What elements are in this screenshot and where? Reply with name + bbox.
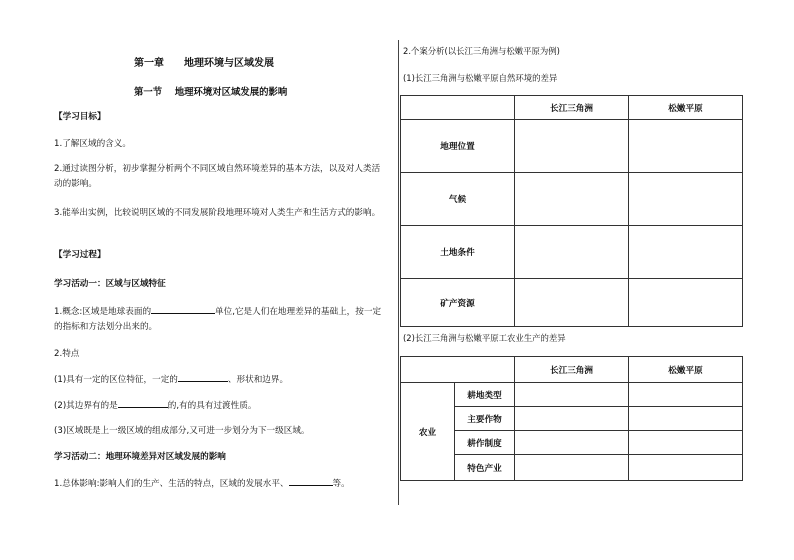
- answer-cell[interactable]: [515, 279, 629, 327]
- answer-cell[interactable]: [629, 120, 743, 173]
- answer-cell[interactable]: [515, 383, 629, 407]
- process-heading: 【学习过程】: [54, 250, 106, 260]
- answer-cell[interactable]: [515, 120, 629, 173]
- answer-cell[interactable]: [515, 455, 629, 481]
- goal-2: 2.通过读图分析，初步掌握分析两个不同区域自然环境差异的基本方法，以及对人类活动的影响。: [54, 164, 381, 189]
- table2-header-row: [401, 357, 743, 383]
- goals-heading: 【学习目标】: [54, 112, 106, 122]
- feature-2: [54, 398, 256, 414]
- feature-3: (3)区域既是上一级区域的组成部分,又可进一步划分为下一级区域。: [54, 426, 310, 436]
- goal-3: 3.能举出实例，比较说明区域的不同发展阶段地理环境对人类生产和生活方式的影响。: [54, 208, 381, 218]
- answer-cell[interactable]: [515, 226, 629, 279]
- features-heading: 2.特点: [54, 349, 80, 359]
- table1-header-songnen: 松嫩平原: [629, 96, 743, 120]
- answer-cell[interactable]: [629, 383, 743, 407]
- natural-environment-table: [400, 95, 743, 327]
- case-heading: 2.个案分析(以长江三角洲与松嫩平原为例): [403, 46, 560, 56]
- row-label-specialty: 特色产业: [455, 455, 515, 481]
- concept-text-end: 单位,它是人们在地理差异的基础上，按一定的指标和方法划分出来的。: [54, 307, 382, 332]
- answer-cell[interactable]: [629, 431, 743, 455]
- feature-2-start: (2)其边界有的是: [54, 401, 118, 411]
- row-label-climate: 气候: [401, 173, 515, 226]
- row-label-minerals: 矿产资源: [401, 279, 515, 327]
- activity2-heading: 学习活动二：地理环境差异对区域发展的影响: [54, 452, 226, 462]
- feature-1-start: (1)具有一定的区位特征，一定的: [54, 375, 178, 385]
- column-divider: [398, 40, 399, 505]
- table2-corner-cell: [401, 357, 515, 383]
- table-row: [401, 279, 743, 327]
- answer-cell[interactable]: [629, 407, 743, 431]
- feature-2-blank[interactable]: [118, 398, 168, 408]
- activity1-heading: 学习活动一：区域与区域特征: [54, 279, 166, 289]
- feature-1-end: 、形状和边界。: [227, 375, 289, 385]
- answer-cell[interactable]: [629, 455, 743, 481]
- answer-cell[interactable]: [629, 226, 743, 279]
- feature-2-end: 的,有的具有过渡性质。: [167, 401, 257, 411]
- table1-corner-cell: [401, 96, 515, 120]
- answer-cell[interactable]: [515, 407, 629, 431]
- table-row: [401, 383, 743, 407]
- answer-cell[interactable]: [629, 173, 743, 226]
- row-label-farmland: 耕地类型: [455, 383, 515, 407]
- row-label-location: 地理位置: [401, 120, 515, 173]
- concept-blank[interactable]: [151, 304, 215, 314]
- impact-blank[interactable]: [289, 476, 333, 486]
- table2-caption: (2)长江三角洲与松嫩平原工农业生产的差异: [403, 333, 566, 343]
- goal-1: 1.了解区域的含义。: [54, 139, 131, 149]
- row-label-land: 土地条件: [401, 226, 515, 279]
- table1-header-yangtze: 长江三角洲: [515, 96, 629, 120]
- impact-text: [54, 476, 350, 492]
- concept-text-start: 1.概念:区域是地球表面的: [54, 307, 152, 317]
- table2-header-songnen: 松嫩平原: [629, 357, 743, 383]
- feature-1: [54, 372, 288, 388]
- agriculture-group-label: 农业: [401, 383, 455, 481]
- answer-cell[interactable]: [515, 431, 629, 455]
- table2-header-yangtze: 长江三角洲: [515, 357, 629, 383]
- concept-text: [54, 304, 388, 335]
- table-row: [401, 173, 743, 226]
- table-row: [401, 226, 743, 279]
- section-title: 第一节 地理环境对区域发展的影响: [134, 87, 288, 98]
- chapter-title: 第一章 地理环境与区域发展: [134, 58, 274, 69]
- table1-caption: (1)长江三角洲与松嫩平原自然环境的差异: [403, 73, 558, 83]
- row-label-farming-system: 耕作制度: [455, 431, 515, 455]
- row-label-crops: 主要作物: [455, 407, 515, 431]
- answer-cell[interactable]: [515, 173, 629, 226]
- answer-cell[interactable]: [629, 279, 743, 327]
- table-row: [401, 120, 743, 173]
- table1-header-row: [401, 96, 743, 120]
- agriculture-table: [400, 356, 743, 481]
- feature-1-blank[interactable]: [178, 372, 228, 382]
- impact-text-start: 1.总体影响:影响人们的生产、生活的特点，区域的发展水平、: [54, 479, 289, 489]
- impact-text-end: 等。: [332, 479, 350, 489]
